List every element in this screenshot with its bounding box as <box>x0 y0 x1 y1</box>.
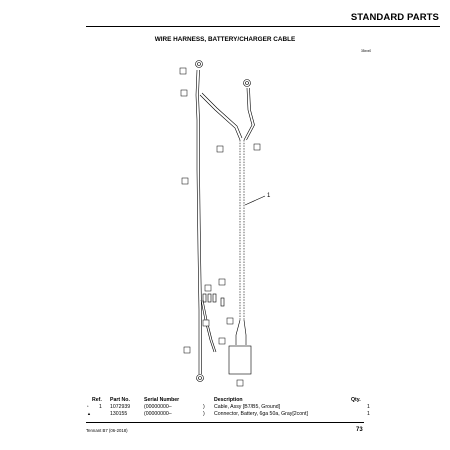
callout-leader <box>245 196 265 205</box>
ring-terminal-top-left <box>196 61 203 68</box>
row-description: Cable, Assy [B7/B5, Ground] <box>214 404 281 410</box>
footer-model-date: Tennant B7 (06-2018) <box>86 428 128 433</box>
page-section-title: STANDARD PARTS <box>350 12 439 23</box>
row-qty: 1 <box>367 411 370 417</box>
ring-terminal-top-right <box>244 80 251 87</box>
row-part-no: 1072939 <box>110 404 131 410</box>
row-serial: (00000000– <box>144 411 172 417</box>
row-serial: (00000000– <box>144 404 172 410</box>
row-marker: * <box>87 404 89 409</box>
figure-id: 35xxx0 <box>361 49 372 53</box>
col-qty-header: Qty. <box>351 397 361 403</box>
row-description: Connector, Battery, 6ga 50a, Gray[2cont] <box>214 411 308 417</box>
branch-cable <box>200 95 240 140</box>
table-header-row <box>0 397 450 404</box>
col-description-header: Description <box>214 397 243 403</box>
row-serial-end: ) <box>203 404 205 410</box>
row-ref: 1 <box>99 404 102 410</box>
footer-divider <box>86 422 364 423</box>
label-box <box>180 68 186 74</box>
table-row <box>0 404 450 411</box>
left-cable <box>196 70 199 360</box>
diagram-title: WIRE HARNESS, BATTERY/CHARGER CABLE <box>154 36 296 43</box>
page-number: 73 <box>356 427 363 433</box>
table-row <box>0 411 450 418</box>
col-part-no-header: Part No. <box>110 397 130 403</box>
row-qty: 1 <box>367 404 370 410</box>
ring-terminal-bottom-left <box>197 375 204 382</box>
col-ref-header: Ref. <box>92 397 102 403</box>
row-marker: ▲ <box>87 411 91 416</box>
battery-connector <box>229 346 251 374</box>
callout-ref-label: 1 <box>267 193 271 199</box>
col-serial-header: Serial Number <box>144 397 180 403</box>
row-serial-end: ) <box>203 411 205 417</box>
row-part-no: 130155 <box>110 411 128 417</box>
